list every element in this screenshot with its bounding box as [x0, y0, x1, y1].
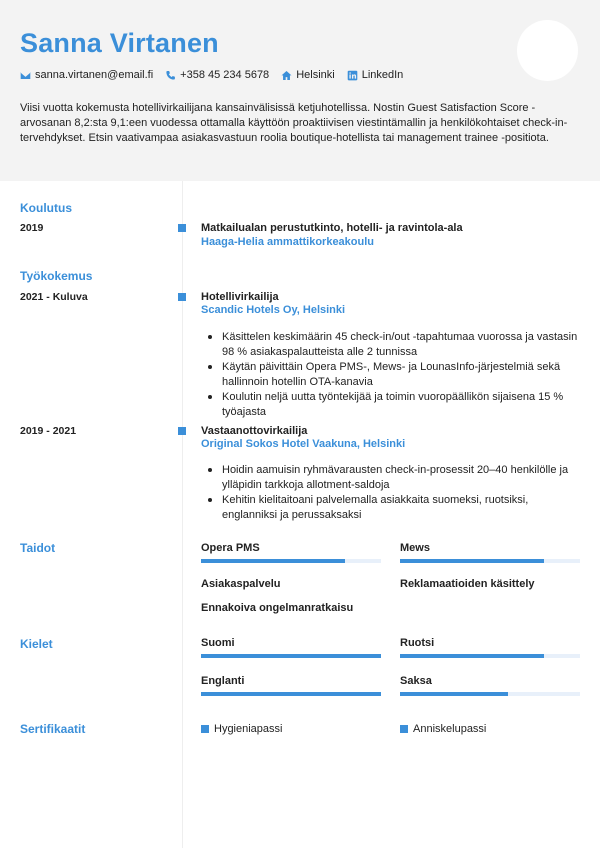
certificate-item [400, 723, 486, 735]
timeline-marker [178, 224, 186, 232]
certificate-name: Hygieniapassi [214, 723, 283, 735]
language-level-fill [400, 654, 544, 658]
experience-date: 2021 - Kuluva [20, 291, 88, 303]
experience-date: 2019 - 2021 [20, 425, 77, 437]
language-level-fill [201, 654, 381, 658]
certificate-name: Anniskelupassi [413, 723, 487, 735]
section-title-education: Koulutus [20, 201, 72, 215]
candidate-name: Sanna Virtanen [20, 28, 219, 58]
section-title-certificates: Sertifikaatit [20, 722, 86, 736]
linkedin-icon [347, 70, 358, 81]
language-name: Ruotsi [400, 637, 435, 649]
skill-level-bar [201, 559, 381, 563]
contact-email-text: sanna.virtanen@email.fi [35, 69, 154, 81]
profile-photo-placeholder [517, 20, 578, 81]
section-title-skills: Taidot [20, 541, 56, 555]
certificate-item [201, 723, 282, 735]
list-item: Hoidin aamuisin ryhmävarausten check-in-prosessit 20–40 henkilölle ja ylläpidin tarkkoja allotment-saldoja [222, 463, 578, 492]
skill-level-fill [201, 559, 345, 563]
timeline-marker [178, 427, 186, 435]
education-degree: Matkailualan perustutkinto, hotelli- ja ravintola-ala [201, 222, 463, 234]
language-name: Saksa [400, 675, 432, 687]
list-item: Koulutin neljä uutta työntekijää ja toimin vuoropäällikön sijaisena 15 % työajasta [222, 390, 578, 419]
contact-row [20, 69, 415, 81]
language-name: Suomi [201, 637, 235, 649]
language-level-bar [201, 692, 381, 696]
language-name: Englanti [201, 675, 245, 687]
contact-linkedin-text: LinkedIn [361, 69, 404, 81]
experience-role: Hotellivirkailija [201, 291, 279, 303]
contact-phone[interactable] [165, 69, 269, 81]
language-level-bar [400, 692, 580, 696]
list-item: Käsittelen keskimäärin 45 check-in/out -tapahtumaa vuorossa ja vastasin 98 % asiakaspalautteista alle 2 tunnissa [222, 331, 578, 358]
list-item: Käytän päivittäin Opera PMS-, Mews- ja LounasInfo-järjestelmiä sekä hallinnoin hotellin OTA-kanavia [222, 360, 578, 389]
section-title-languages: Kielet [20, 637, 53, 651]
contact-location-text: Helsinki [296, 69, 335, 81]
skill-name: Reklamaatioiden käsittely [400, 578, 535, 590]
language-level-fill [400, 692, 508, 696]
skill-level-bar [400, 559, 580, 563]
section-title-experience: Työkokemus [20, 269, 93, 283]
timeline-marker [178, 293, 186, 301]
experience-bullets [222, 330, 578, 420]
home-icon [281, 70, 292, 81]
contact-location [281, 69, 335, 81]
skill-name: Mews [400, 542, 430, 554]
list-item: Kehitin kielitaitoani palvelemalla asiakkaita suomeksi, ruotsiksi, englanniksi ja perussaksaksi [222, 493, 578, 522]
skill-level-fill [400, 559, 544, 563]
language-level-bar [400, 654, 580, 658]
skill-name: Opera PMS [201, 542, 260, 554]
education-date: 2019 [20, 222, 44, 234]
timeline-divider [182, 181, 183, 848]
experience-company: Original Sokos Hotel Vaakuna, Helsinki [201, 438, 406, 450]
contact-linkedin[interactable] [347, 69, 404, 81]
experience-bullets [222, 463, 578, 523]
language-level-fill [201, 692, 381, 696]
language-level-bar [201, 654, 381, 658]
skill-name: Asiakaspalvelu [201, 578, 281, 590]
education-school: Haaga-Helia ammattikorkeakoulu [201, 236, 375, 248]
contact-email[interactable] [20, 69, 153, 81]
experience-role: Vastaanottovirkailija [201, 425, 308, 437]
contact-phone-text: +358 45 234 5678 [180, 69, 270, 81]
square-bullet-icon [400, 725, 408, 733]
phone-icon [165, 70, 176, 81]
skill-name: Ennakoiva ongelmanratkaisu [201, 602, 354, 614]
profile-summary: Viisi vuotta kokemusta hotellivirkailijana kansainvälisissä ketjuhotellissa. Nostin Guest Satisfaction Score -arvosanan 8,2:sta 9,1:een vuodessa ottamalla käyttöön proaktiivisen viestintämallin ja henkilökohtaiset check-in-tervehdykset. Etsin vaativampaa asiakasvastuun roolia boutique-hotellista tai management trainee -positiota. [20, 102, 568, 144]
resume-header [0, 0, 600, 181]
square-bullet-icon [201, 725, 209, 733]
experience-company: Scandic Hotels Oy, Helsinki [201, 304, 346, 316]
envelope-icon [20, 70, 31, 81]
